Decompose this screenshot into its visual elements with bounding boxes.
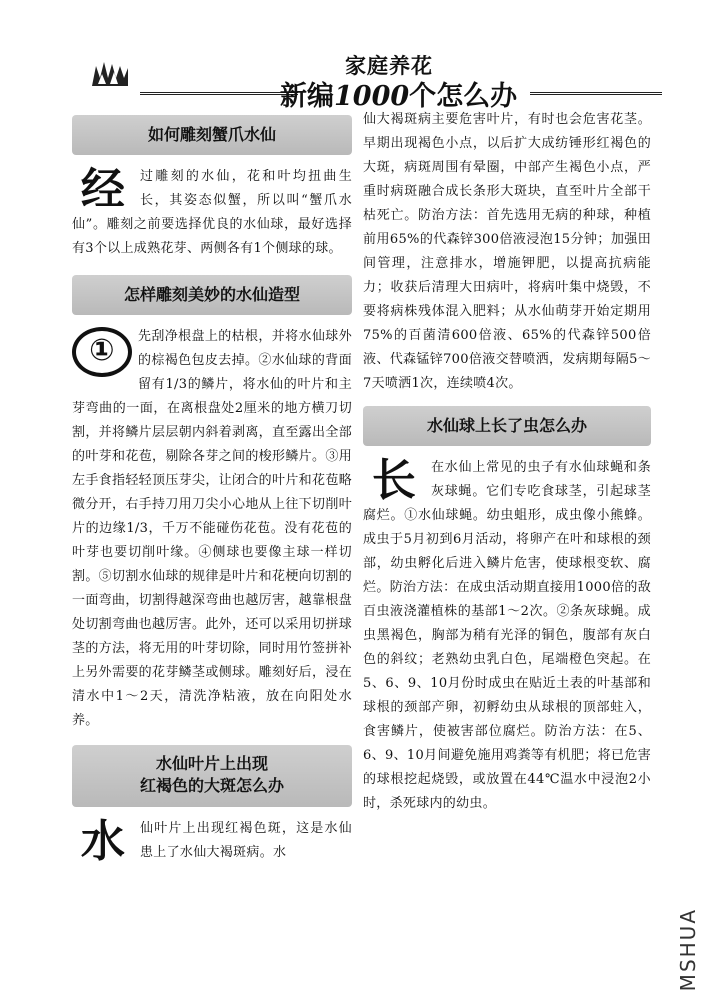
- section-title-carving-shapes: 怎样雕刻美妙的水仙造型: [72, 275, 352, 315]
- header-subtitle: 家庭养花: [345, 53, 433, 78]
- watermark: MSHUA: [676, 907, 700, 991]
- header-rule-left: [140, 92, 298, 95]
- header-title-suffix: 个怎么办: [409, 81, 518, 112]
- section-body-carving-shapes: [72, 325, 352, 733]
- section-title-line: 红褐色的大斑怎么办: [139, 776, 284, 795]
- body-text: 过雕刻的水仙，花和叶均扭曲生长，其姿态似蟹，所以叫“蟹爪水仙”。雕刻之前要选择优良的水仙球，最好选择有3个以上成熟花芽、两侧各有1个侧球的球。: [72, 169, 352, 256]
- section-body-crab-claw: [72, 165, 352, 261]
- section-body-continuation: 仙大褐斑病主要危害叶片，有时也会危害花茎。早期出现褐色小点，以后扩大成纺锤形红褐色的大斑，病斑周围有晕圈，中部产生褐色小点，严重时病斑融合成长条形大斑块，直至叶片全部干枯死亡。防治方法：首先选用无病的种球，种植前用65%的代森锌300倍液浸泡15分钟；加强田间管理，注意排水，增施钾肥，以提高抗病能力；收获后清理大田病叶，将病叶集中烧毁，不要将病株残体混入肥料；从水仙萌芽开始定期用75%的百菌清600倍液、65%的代森锌500倍液、代森锰锌700倍液交替喷洒，发病期每隔5～7天喷洒1次，连续喷4次。: [363, 112, 651, 391]
- flower-logo-icon: [88, 60, 132, 88]
- left-column: [72, 115, 352, 865]
- header-title-number: 1000: [334, 81, 410, 112]
- right-column: [363, 108, 651, 816]
- body-text: 仙叶片上出现红褐色斑，这是水仙患上了水仙大褐斑病。水: [140, 821, 352, 860]
- section-title-red-brown-spots: [72, 745, 352, 807]
- section-body-red-brown-spots: [72, 817, 352, 865]
- page-header: [60, 50, 660, 110]
- body-text: 在水仙上常见的虫子有水仙球蝇和条灰球蝇。它们专吃食球茎，引起球茎腐烂。①水仙球蝇。幼虫蛆形，成虫像小熊蜂。成虫于5月初到6月活动，将卵产在叶和球根的颈部，幼虫孵化后进入鳞片危害，使球根变软、腐烂。防治方法：在成虫活动期直接用1000倍的敌百虫液浇灌植株的基部1～2次。②条灰球蝇。成虫黑褐色，胸部为稍有光泽的铜色，腹部有灰白色的斜纹；老熟幼虫乳白色，尾端橙色突起。在5、6、9、10月份时成虫在贴近土表的叶基部和球根的颈部产卵，初孵幼虫从球根的顶部蛀入，食害鳞片，使被害部位腐烂。防治方法：在5、6、9、10月间避免施用鸡粪等有机肥；将已危害的球根挖起烧毁，或放置在44℃温水中浸泡2小时，杀死球内的幼虫。: [363, 460, 651, 811]
- section-title-bugs: 水仙球上长了虫怎么办: [363, 406, 651, 446]
- section-title-crab-claw: 如何雕刻蟹爪水仙: [72, 115, 352, 155]
- section-title-line: 水仙叶片上出现: [155, 754, 268, 773]
- header-title-prefix: 新编: [280, 81, 334, 112]
- body-text: 先刮净根盘上的枯根，并将水仙球外的棕褐色包皮去掉。②水仙球的背面留有1/3的鳞片，将水仙的叶片和主芽弯曲的一面，在离根盘处2厘米的地方横刀切割，并将鳞片层层朝内斜着剥离，直至露出全部的叶芽和花苞，剔除各芽之间的梭形鳞片。③用左手食指轻轻顶压芽尖，让闭合的叶片和花苞略微分开，右手持刀用刀尖小心地从上往下切削叶片的边缘1/3，千万不能碰伤花苞。没有花苞的叶芽也要切削叶缘。④侧球也要像主球一样切割。⑤切割水仙球的规律是叶片和花梗向切割的一面弯曲，切割得越深弯曲也越厉害，越靠根盘处切割弯曲也越厉害。此外，还可以采用切拼球茎的方法，将无用的叶芽切除，同时用竹签拼补上另外需要的花芽鳞茎或侧球。雕刻好后，浸在清水中1～2天，清洗净粘液，放在向阳处水养。: [72, 329, 352, 728]
- dropcap: 水: [80, 816, 126, 867]
- dropcap: ①: [72, 327, 132, 377]
- header-rule-right: [530, 92, 662, 95]
- dropcap: 长: [371, 455, 417, 506]
- dropcap: 经: [80, 164, 126, 215]
- section-body-bugs: [363, 456, 651, 816]
